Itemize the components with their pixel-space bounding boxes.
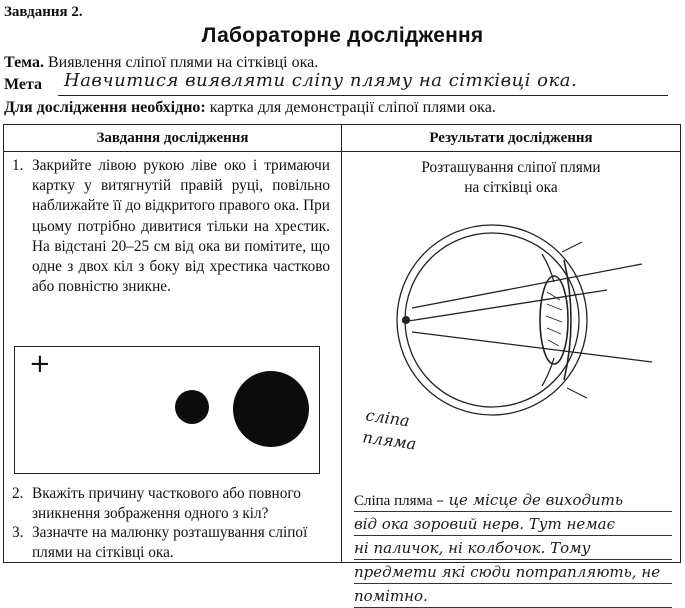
blind-spot-label (361, 404, 420, 455)
light-ray-1 (412, 264, 642, 308)
task-2-text: Вкажіть причину часткового або повного зникнення зображення одного з кіл? (32, 485, 301, 522)
answer-label: Сліпа пляма (354, 493, 433, 509)
topic-label: Тема. (4, 54, 44, 71)
results-cell (342, 152, 681, 605)
card-small-circle (175, 390, 209, 424)
task-3-text: Зазначте на малюнку розташування сліпої плями на сітківці ока. (32, 524, 308, 561)
result-title (342, 158, 680, 198)
blind-spot-mark (402, 316, 410, 324)
col-header-results: Результати дослідження (342, 125, 681, 152)
answer-line-2: від ока зоровий нерв. Тут немає (354, 512, 672, 536)
tasks-cell (4, 152, 342, 563)
answer-block (354, 488, 672, 608)
needed-text: картка для демонстрації сліпої плями ока. (209, 99, 496, 116)
needed-label: Для дослідження необхідно: (4, 99, 206, 116)
needed-row (4, 99, 496, 117)
answer-row-1 (354, 488, 672, 512)
research-table (3, 124, 681, 605)
answer-line-5: помітно. (354, 584, 672, 608)
blind-spot-card (14, 346, 320, 474)
blind-spot-label-1: сліпа (364, 405, 411, 431)
task-3-number: 3. (12, 524, 24, 542)
answer-line-4: предмети які сюди потрапляють, не (354, 560, 672, 584)
answer-line-3: ні паличок, ні колбочок. Тому (354, 536, 672, 560)
eye-outer (397, 225, 587, 415)
eye-inner (405, 233, 579, 407)
task-2 (14, 484, 330, 523)
goal-label: Мета (4, 76, 43, 93)
light-ray-3 (402, 290, 607, 322)
goal-handwritten: Навчитися виявляти сліпу пляму на сітківці ока. (64, 70, 578, 91)
task-number: Завдання 2. (4, 4, 83, 20)
result-title-line-2: на сітківці ока (464, 179, 558, 196)
answer-line-1: – це місце де виходить (436, 491, 624, 509)
topic-text: Виявлення сліпої плями на сітківці ока. (47, 54, 319, 71)
result-title-line-1: Розташування сліпої плями (421, 159, 601, 176)
task-2-number: 2. (12, 485, 24, 502)
light-ray-2 (412, 332, 652, 362)
task-1-text: Закрийте лівою рукою ліве око і тримаючи картку у витягнутій правій руці, повільно наближайте її до відкритого правого ока. При цьому потрібно дивитися тільки на хрестик. На відстані 20–25 см від ока ви помітите, що одне з двох кіл з боку від хрестика частково або повністю зникне. (32, 157, 330, 296)
eye-diagram (382, 212, 672, 432)
task-1 (14, 156, 330, 297)
goal-underline (58, 95, 668, 96)
tasks-2-3 (14, 484, 330, 562)
task-1-number: 1. (12, 157, 24, 174)
card-cross: + (29, 349, 51, 379)
task-3 (14, 523, 330, 562)
card-large-circle (233, 371, 309, 447)
page-title: Лабораторне дослідження (201, 24, 484, 47)
col-header-tasks: Завдання дослідження (4, 125, 342, 152)
blind-spot-label-2: пляма (361, 427, 418, 454)
goal-row (4, 76, 42, 94)
